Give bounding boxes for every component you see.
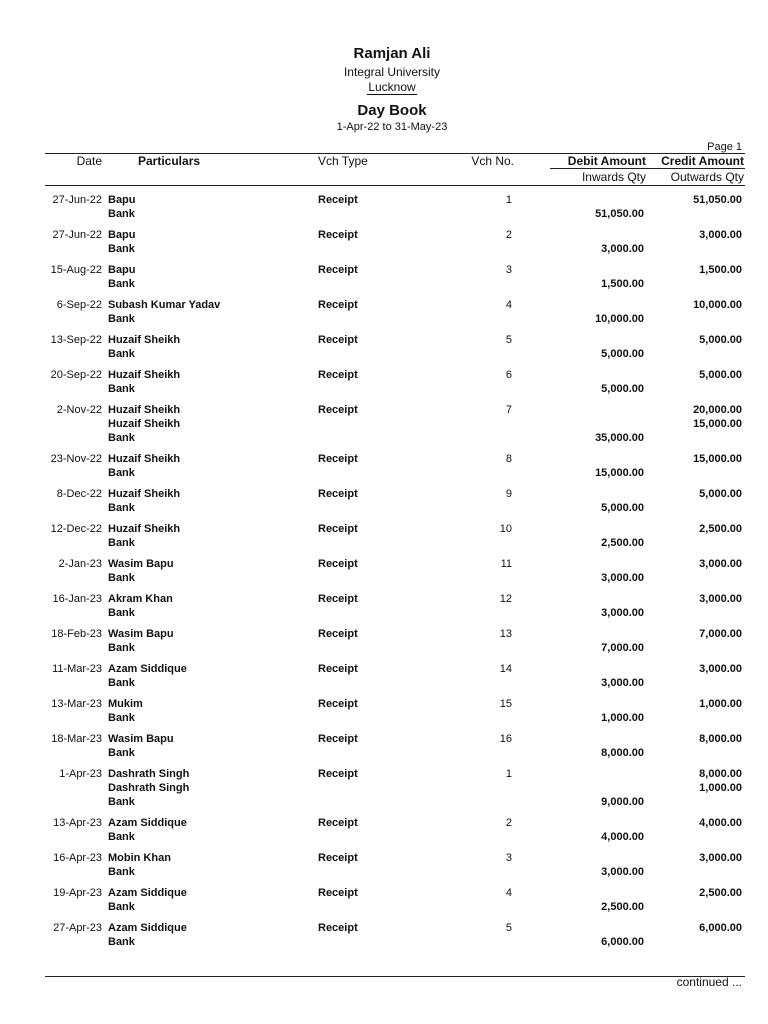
entry-particulars: Huzaif Sheikh [108,369,181,381]
entry-line [0,368,768,382]
entry-particulars: Bank [108,208,135,220]
entry-line [0,263,768,277]
entry-vch-type: Receipt [318,698,358,710]
entry-vch-no: 1 [505,768,512,780]
entry-line [0,676,768,690]
entry-line [0,697,768,711]
debit-amount: 3,000.00 [601,607,644,619]
entry-line [0,886,768,900]
company-address-line2 [0,80,768,94]
entry-line [0,431,768,445]
entry-vch-no: 10 [499,523,512,535]
entry-particulars: Mobin Khan [108,852,171,864]
entry-vch-no: 12 [499,593,512,605]
entry-date: 27-Apr-23 [53,922,102,934]
col-credit-amount: Credit Amount [661,154,744,168]
entry-date: 18-Mar-23 [51,733,102,745]
entry-vch-type: Receipt [318,453,358,465]
entry-line [0,571,768,585]
entry-line [0,557,768,571]
entry-vch-type: Receipt [318,523,358,535]
entry-particulars: Akram Khan [108,593,173,605]
entry-vch-no: 2 [505,817,512,829]
entry-particulars: Bank [108,677,135,689]
entry-vch-no: 7 [505,404,512,416]
entry-line [0,522,768,536]
credit-amount: 2,500.00 [699,523,742,535]
entry-vch-type: Receipt [318,369,358,381]
company-name: Ramjan Ali [353,45,431,62]
credit-amount: 7,000.00 [699,628,742,640]
entry-line [0,921,768,935]
entry-particulars: Bank [108,831,135,843]
entry-date: 2-Nov-22 [56,404,102,416]
company-address-line1: Integral University [343,65,441,79]
entry-line [0,767,768,781]
entry-date: 16-Jan-23 [52,593,102,605]
credit-amount: 15,000.00 [693,418,742,430]
entry-particulars: Dashrath Singh [108,782,190,794]
debit-amount: 4,000.00 [601,831,644,843]
entry-particulars: Huzaif Sheikh [108,334,181,346]
debit-amount: 2,500.00 [601,901,644,913]
credit-amount: 3,000.00 [699,852,742,864]
credit-amount: 8,000.00 [699,768,742,780]
debit-amount: 3,000.00 [601,677,644,689]
entry-date: 18-Feb-23 [51,628,102,640]
col-date: Date [76,154,102,168]
entry-date: 11-Mar-23 [52,663,102,675]
entry-line [0,312,768,326]
entry-particulars: Azam Siddique [108,922,187,934]
entry-vch-no: 1 [505,194,512,206]
entry-particulars: Bapu [108,194,136,206]
credit-amount: 5,000.00 [699,488,742,500]
entry-line [0,746,768,760]
debit-amount: 5,000.00 [601,502,644,514]
credit-amount: 15,000.00 [693,453,742,465]
entry-particulars: Bank [108,537,135,549]
credit-amount: 3,000.00 [699,593,742,605]
entry-vch-no: 5 [505,922,512,934]
entry-vch-no: 13 [499,628,512,640]
entry-vch-type: Receipt [318,768,358,780]
entry-line [0,242,768,256]
entry-vch-type: Receipt [318,733,358,745]
entry-particulars: Bank [108,866,135,878]
col-vch-type: Vch Type [318,154,368,168]
entry-vch-no: 6 [505,369,512,381]
entry-line [0,816,768,830]
entry-line [0,781,768,795]
col-debit-amount: Debit Amount [567,154,646,168]
entry-particulars: Subash Kumar Yadav [108,299,221,311]
entry-particulars: Bank [108,502,135,514]
entry-line [0,795,768,809]
entry-particulars: Bank [108,642,135,654]
debit-amount: 6,000.00 [601,936,644,948]
entry-particulars: Bank [108,607,135,619]
debit-amount: 51,050.00 [595,208,644,220]
entry-line [0,865,768,879]
entry-vch-no: 14 [499,663,512,675]
entry-vch-no: 5 [505,334,512,346]
entry-date: 13-Sep-22 [50,334,102,346]
entry-line [0,501,768,515]
debit-amount: 5,000.00 [601,348,644,360]
col-vch-no: Vch No. [471,154,514,168]
entry-particulars: Bank [108,383,135,395]
entry-particulars: Bank [108,243,135,255]
entry-vch-type: Receipt [318,194,358,206]
debit-amount: 2,500.00 [601,537,644,549]
entry-particulars: Wasim Bapu [108,733,174,745]
entry-line [0,935,768,949]
entry-vch-no: 3 [505,852,512,864]
entry-particulars: Huzaif Sheikh [108,404,181,416]
debit-amount: 10,000.00 [595,313,644,325]
entry-vch-no: 4 [505,887,512,899]
entry-date: 6-Sep-22 [56,299,102,311]
credit-amount: 5,000.00 [699,369,742,381]
entry-line [0,536,768,550]
debit-amount: 8,000.00 [601,747,644,759]
credit-amount: 20,000.00 [693,404,742,416]
entry-line [0,732,768,746]
entry-date: 12-Dec-22 [50,523,102,535]
header-bottom-rule [45,185,745,186]
entry-particulars: Huzaif Sheikh [108,523,181,535]
entry-particulars: Huzaif Sheikh [108,453,181,465]
debit-amount: 9,000.00 [601,796,644,808]
credit-amount: 2,500.00 [699,887,742,899]
entry-vch-type: Receipt [318,628,358,640]
credit-amount: 1,000.00 [699,698,742,710]
entry-vch-no: 8 [505,453,512,465]
entry-particulars: Mukim [108,698,143,710]
entry-particulars: Azam Siddique [108,663,187,675]
entry-line [0,851,768,865]
entry-date: 20-Sep-22 [50,369,102,381]
entry-particulars: Bank [108,712,135,724]
entry-vch-no: 3 [505,264,512,276]
credit-amount: 6,000.00 [699,922,742,934]
debit-amount: 7,000.00 [601,642,644,654]
credit-amount: 3,000.00 [699,229,742,241]
entry-particulars: Bank [108,467,135,479]
entry-particulars: Bank [108,572,135,584]
entry-line [0,662,768,676]
debit-amount: 3,000.00 [601,866,644,878]
entry-particulars: Bank [108,936,135,948]
entry-vch-no: 2 [505,229,512,241]
entry-vch-type: Receipt [318,264,358,276]
entry-vch-type: Receipt [318,334,358,346]
entry-date: 19-Apr-23 [53,887,102,899]
credit-amount: 5,000.00 [699,334,742,346]
entry-line [0,207,768,221]
entry-line [0,466,768,480]
entry-particulars: Azam Siddique [108,887,187,899]
entry-particulars: Bapu [108,264,136,276]
credit-amount: 3,000.00 [699,558,742,570]
entry-date: 8-Dec-22 [56,488,102,500]
entry-line [0,333,768,347]
entry-vch-type: Receipt [318,558,358,570]
entry-particulars: Bapu [108,229,136,241]
entry-particulars: Wasim Bapu [108,558,174,570]
credit-amount: 1,000.00 [699,782,742,794]
entry-line [0,347,768,361]
entry-particulars: Huzaif Sheikh [108,418,181,430]
entry-date: 1-Apr-23 [59,768,102,780]
city-label: Lucknow [368,80,416,94]
entry-date: 2-Jan-23 [58,558,102,570]
entry-date: 16-Apr-23 [53,852,102,864]
entry-vch-type: Receipt [318,404,358,416]
credit-amount: 8,000.00 [699,733,742,745]
entry-particulars: Wasim Bapu [108,628,174,640]
entry-date: 13-Apr-23 [53,817,102,829]
debit-amount: 15,000.00 [595,467,644,479]
entry-particulars: Bank [108,432,135,444]
amount-subrule [550,168,745,169]
entry-date: 13-Mar-23 [51,698,102,710]
debit-amount: 3,000.00 [601,243,644,255]
entry-particulars: Bank [108,901,135,913]
entry-line [0,193,768,207]
entry-vch-no: 9 [505,488,512,500]
entry-vch-type: Receipt [318,887,358,899]
col-outwards-qty: Outwards Qty [670,170,744,184]
entry-vch-type: Receipt [318,852,358,864]
report-title: Day Book [357,102,427,119]
credit-amount: 51,050.00 [693,194,742,206]
entry-line [0,228,768,242]
entry-line [0,900,768,914]
credit-amount: 1,500.00 [699,264,742,276]
entry-vch-type: Receipt [318,229,358,241]
debit-amount: 35,000.00 [595,432,644,444]
entry-line [0,830,768,844]
entry-date: 23-Nov-22 [50,453,102,465]
entry-particulars: Azam Siddique [108,817,187,829]
entry-line [0,452,768,466]
entry-vch-type: Receipt [318,593,358,605]
page-number: Page 1 [707,141,742,153]
continued-label: continued ... [676,975,742,989]
report-period: 1-Apr-22 to 31-May-23 [336,121,448,133]
debit-amount: 5,000.00 [601,383,644,395]
footer-rule [45,976,745,977]
entry-particulars: Bank [108,278,135,290]
entry-vch-no: 16 [499,733,512,745]
entry-vch-type: Receipt [318,299,358,311]
entry-date: 27-Jun-22 [52,229,102,241]
entry-particulars: Bank [108,796,135,808]
entry-vch-no: 4 [505,299,512,311]
debit-amount: 1,500.00 [601,278,644,290]
entry-particulars: Bank [108,747,135,759]
entry-particulars: Dashrath Singh [108,768,190,780]
col-inwards-qty: Inwards Qty [581,170,646,184]
entry-line [0,592,768,606]
credit-amount: 3,000.00 [699,663,742,675]
entry-particulars: Bank [108,313,135,325]
entry-line [0,403,768,417]
entry-line [0,382,768,396]
entry-line [0,298,768,312]
entry-line [0,627,768,641]
col-particulars: Particulars [138,154,201,168]
entry-line [0,277,768,291]
entry-vch-type: Receipt [318,922,358,934]
entry-line [0,641,768,655]
debit-amount: 1,000.00 [601,712,644,724]
credit-amount: 10,000.00 [693,299,742,311]
entry-particulars: Huzaif Sheikh [108,488,181,500]
entry-line [0,711,768,725]
entry-date: 27-Jun-22 [52,194,102,206]
entry-line [0,487,768,501]
credit-amount: 4,000.00 [699,817,742,829]
entry-vch-no: 15 [499,698,512,710]
entry-line [0,606,768,620]
entry-vch-no: 11 [500,558,512,570]
entry-vch-type: Receipt [318,488,358,500]
entry-particulars: Bank [108,348,135,360]
entry-vch-type: Receipt [318,817,358,829]
debit-amount: 3,000.00 [601,572,644,584]
entry-date: 15-Aug-22 [50,264,102,276]
entry-line [0,417,768,431]
entry-vch-type: Receipt [318,663,358,675]
